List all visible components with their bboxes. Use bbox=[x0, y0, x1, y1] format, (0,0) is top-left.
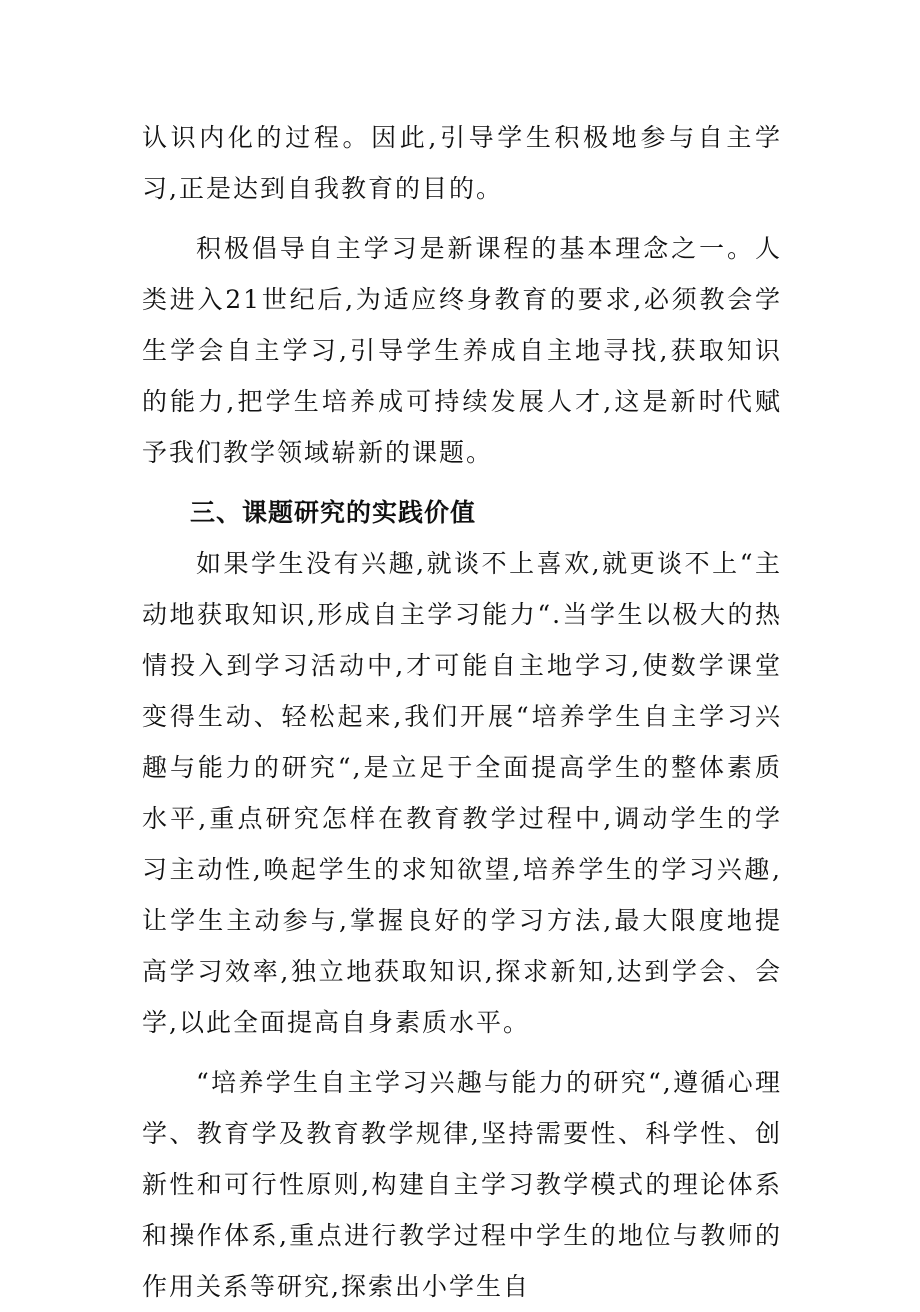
paragraph-interest: 如果学生没有兴趣,就谈不上喜欢,就更谈不上“主动地获取知识,形成自主学习能力“.当学生以极大的热情投入到学习活动中,才可能自主地学习,使数学课堂变得生动、轻松起来,我们开展“培养学生自主学习兴趣与能力的研究“,是立足于全面提高学生的整体素质水平,重点研究怎样在教育教学过程中,调动学生的学习主动性,唤起学生的求知欲望,培养学生的学习兴趣,让学生主动参与,掌握良好的学习方法,最大限度地提高学习效率,独立地获取知识,探求新知,达到学会、会学,以此全面提高自身素质水平。 bbox=[142, 549, 782, 1037]
paragraph-research-principles: “培养学生自主学习兴趣与能力的研究“,遵循心理学、教育学及教育教学规律,坚持需要性、科学性、创新性和可行性原则,构建自主学习教学模式的理论体系和操作体系,重点进行教学过程中学生的地位与教师的作用关系等研究,探索出小学生自 bbox=[142, 1068, 782, 1301]
section-heading-practical-value: 三、课题研究的实践价值 bbox=[190, 498, 477, 527]
document-body bbox=[142, 112, 782, 1312]
paragraph-continuation: 认识内化的过程。因此,引导学生积极地参与自主学习,正是达到自我教育的目的。 bbox=[142, 123, 782, 203]
paragraph-new-curriculum: 积极倡导自主学习是新课程的基本理念之一。人类进入21世纪后,为适应终身教育的要求,必须教会学生学会自主学习,引导学生养成自主地寻找,获取知识的能力,把学生培养成可持续发展人才,这是新时代赋予我们教学领域崭新的课题。 bbox=[142, 234, 782, 467]
